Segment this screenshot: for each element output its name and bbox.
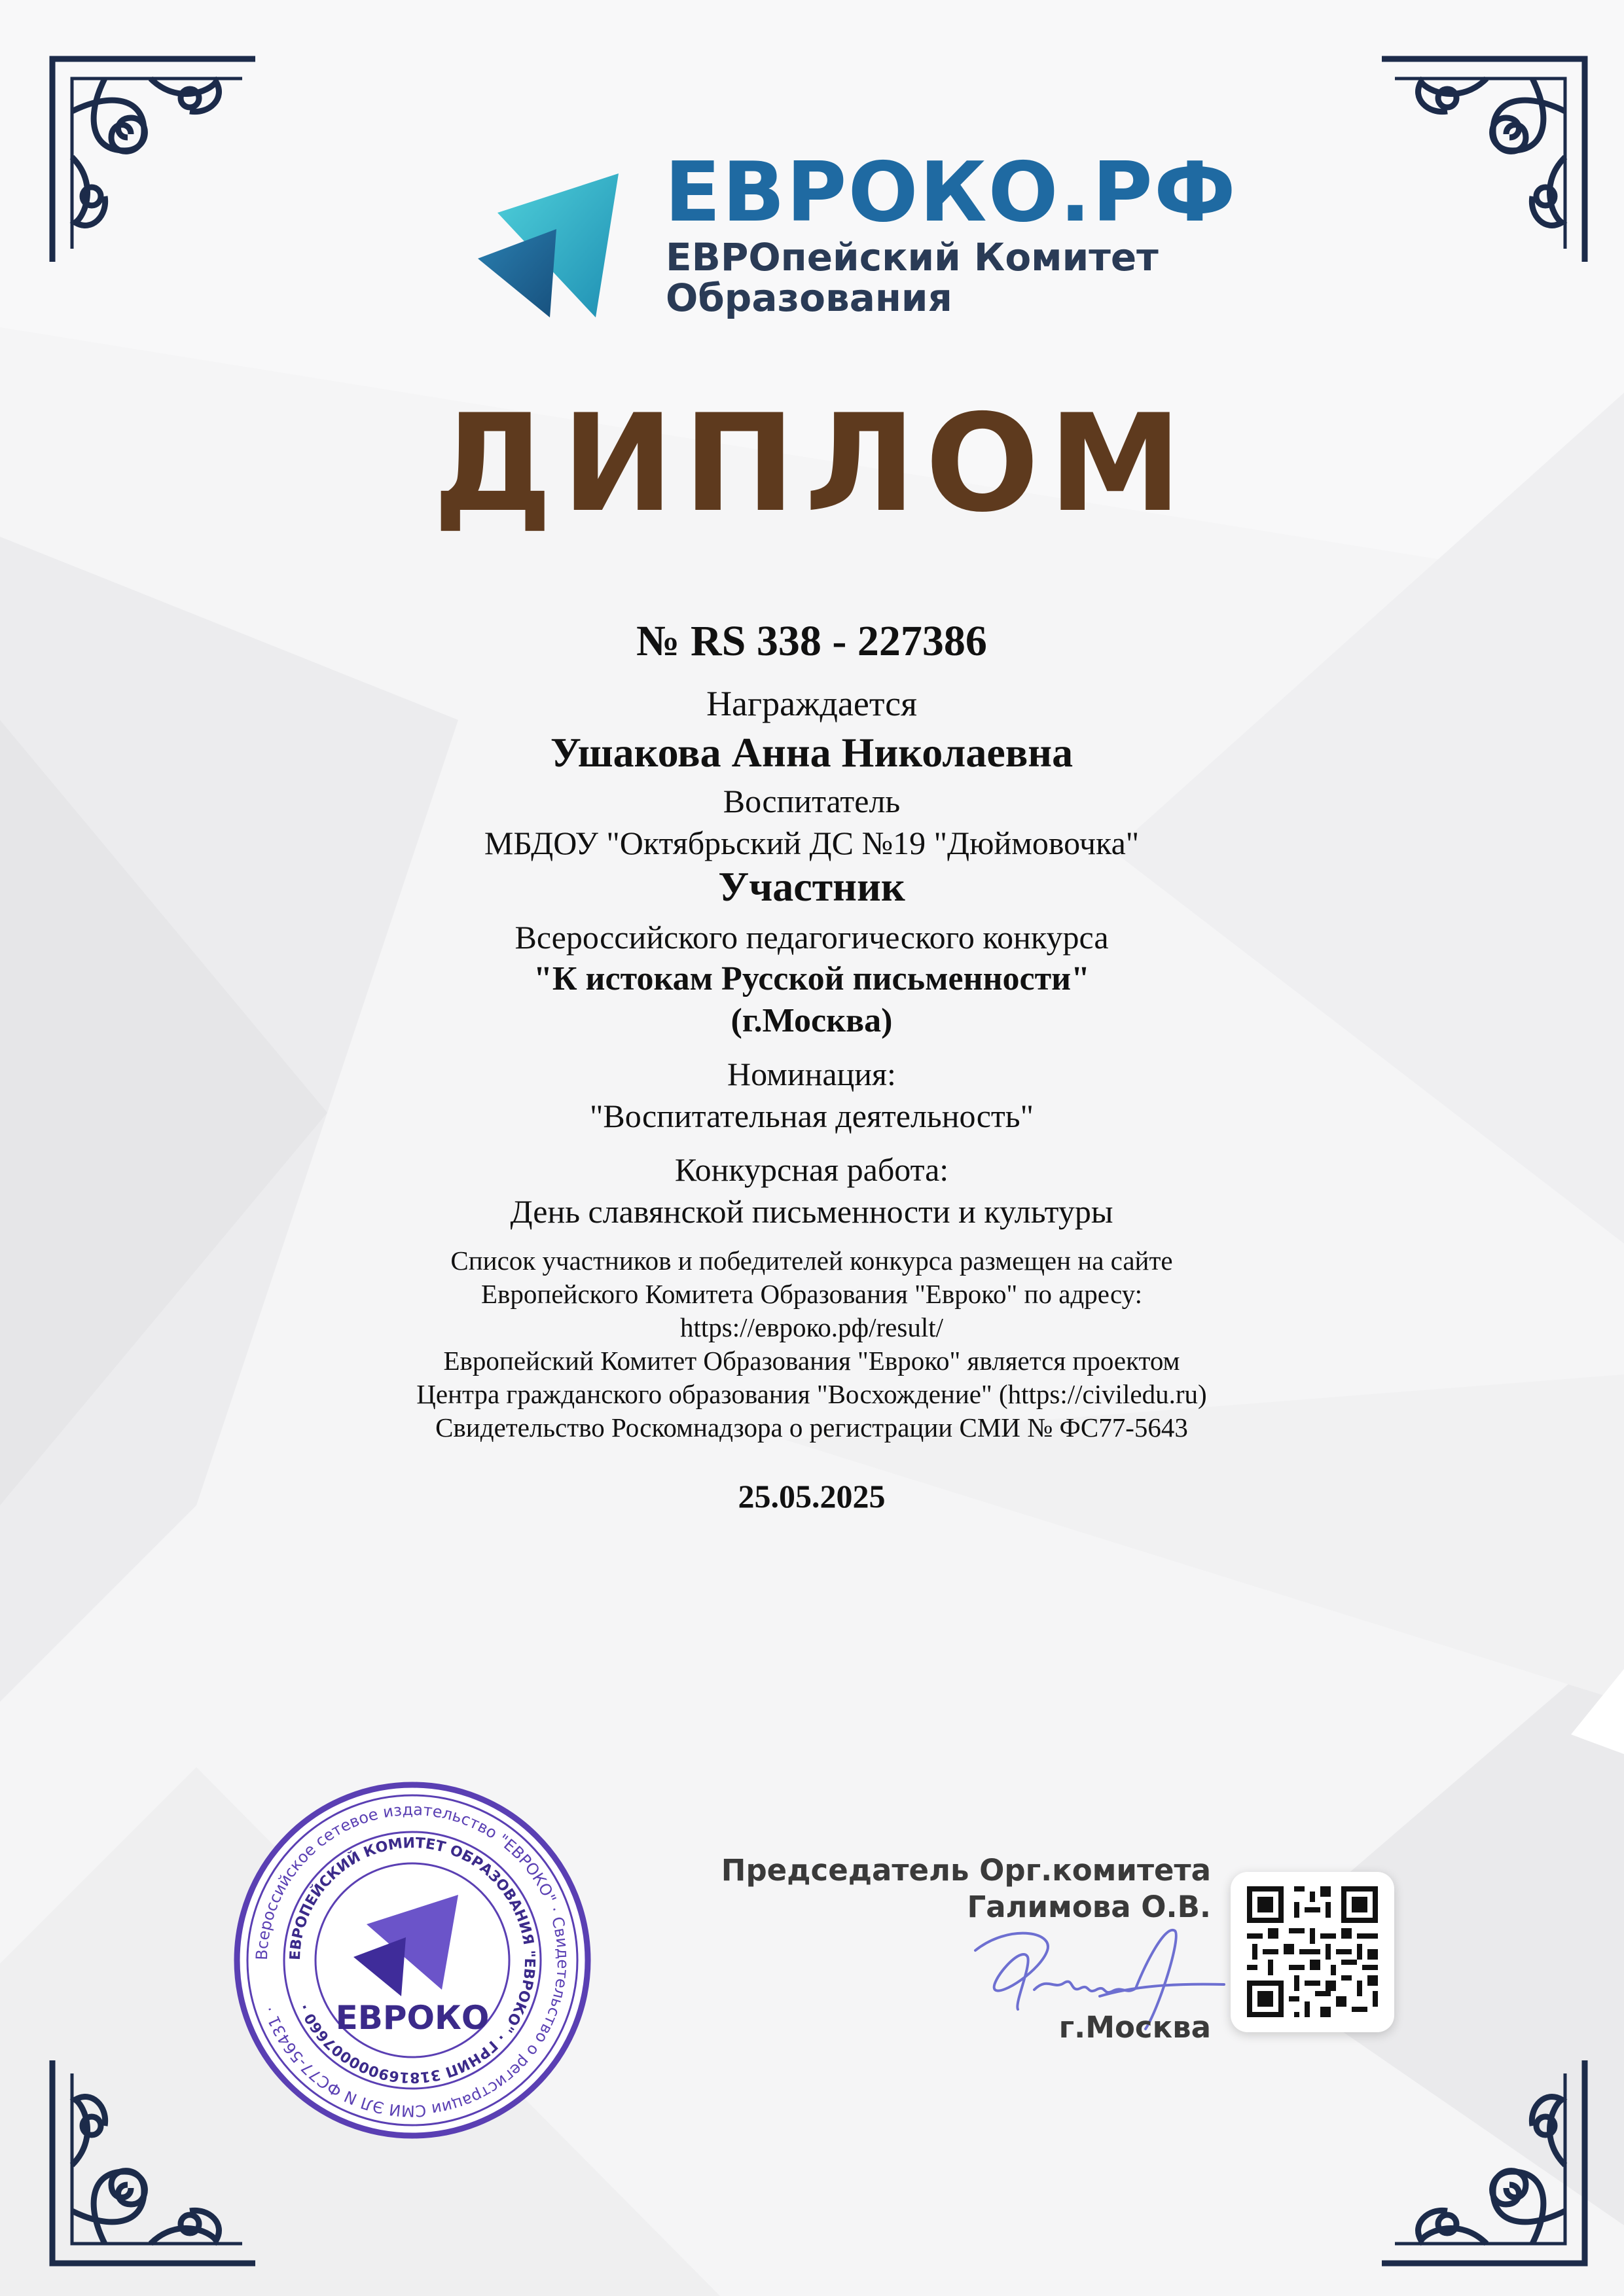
work-label: Конкурсная работа: [674, 1151, 949, 1188]
recipient-name: Ушакова Анна Николаевна [550, 729, 1074, 776]
contest-name: "К истокам Русской письменности" [533, 960, 1090, 997]
signatory-name: Галимова О.В. [967, 1890, 1211, 1924]
recipient-position: Воспитатель [723, 783, 901, 819]
awarded-label: Награждается [706, 684, 917, 723]
qr-code-icon [1247, 1886, 1378, 2017]
svg-text:ЕВРОКО: ЕВРОКО [335, 1999, 490, 2037]
logo-title: ЕВРОКО.РФ [664, 144, 1237, 240]
award-status: Участник [718, 863, 905, 910]
corner-ornament-top-left [46, 52, 262, 268]
logo-subtitle-line2: Образования [666, 276, 952, 320]
info-line-3-url[interactable]: https://евроко.рф/result/ [680, 1312, 943, 1342]
qr-code-card[interactable] [1231, 1872, 1394, 2032]
work-title: День славянской письменности и культуры [510, 1193, 1113, 1230]
logo-triangle-icon [478, 164, 628, 321]
recipient-organization: МБДОУ "Октябрьский ДС №19 "Дюймовочка" [484, 825, 1140, 861]
signature-city: г.Москва [1058, 2010, 1211, 2045]
signatory-role: Председатель Орг.комитета [721, 1853, 1211, 1888]
corner-ornament-bottom-left [46, 2054, 262, 2270]
info-line-2: Европейского Комитета Образования "Евроко" по адресу: [480, 1279, 1143, 1309]
svg-text:ЕВРОПЕЙСКИЙ КОМИТЕТ ОБРАЗОВАНИ: ЕВРОПЕЙСКИЙ КОМИТЕТ ОБРАЗОВАНИЯ "ЕВРОКО" · ГРНИП 318169000007660 · [287, 1835, 538, 2086]
issue-date: 25.05.2025 [738, 1478, 886, 1515]
logo-subtitle [666, 237, 1163, 318]
document-title: ДИПЛОМ [433, 386, 1191, 542]
svg-text:Всероссийское сетевое издатель: Всероссийское сетевое издательство "ЕВРОКО" · Свидетельство о регистрации СМИ ЭЛ N ФС77-56431 · [252, 1800, 573, 2121]
diploma-number: № RS 338 - 227386 [636, 617, 987, 665]
contest-type: Всероссийского педагогического конкурса [514, 919, 1109, 956]
nomination-value: "Воспитательная деятельность" [589, 1098, 1034, 1134]
info-line-4: Европейский Комитет Образования "Евроко" является проектом [443, 1346, 1180, 1376]
info-line-1: Список участников и победителей конкурса размещен на сайте [450, 1246, 1173, 1276]
info-line-6: Свидетельство Роскомнадзора о регистрации СМИ № ФС77-5643 [435, 1412, 1188, 1443]
info-line-5: Центра гражданского образования "Восхождение" (https://civiledu.ru) [416, 1379, 1207, 1409]
contest-city: (г.Москва) [731, 1002, 893, 1039]
nomination-label: Номинация: [727, 1056, 896, 1092]
organization-seal [232, 1780, 592, 2140]
evroko-logo [478, 144, 1237, 334]
corner-ornament-bottom-right [1375, 2054, 1591, 2270]
corner-ornament-top-right [1375, 52, 1591, 268]
logo-subtitle-line1: ЕВРОпейский Комитет [666, 235, 1159, 279]
